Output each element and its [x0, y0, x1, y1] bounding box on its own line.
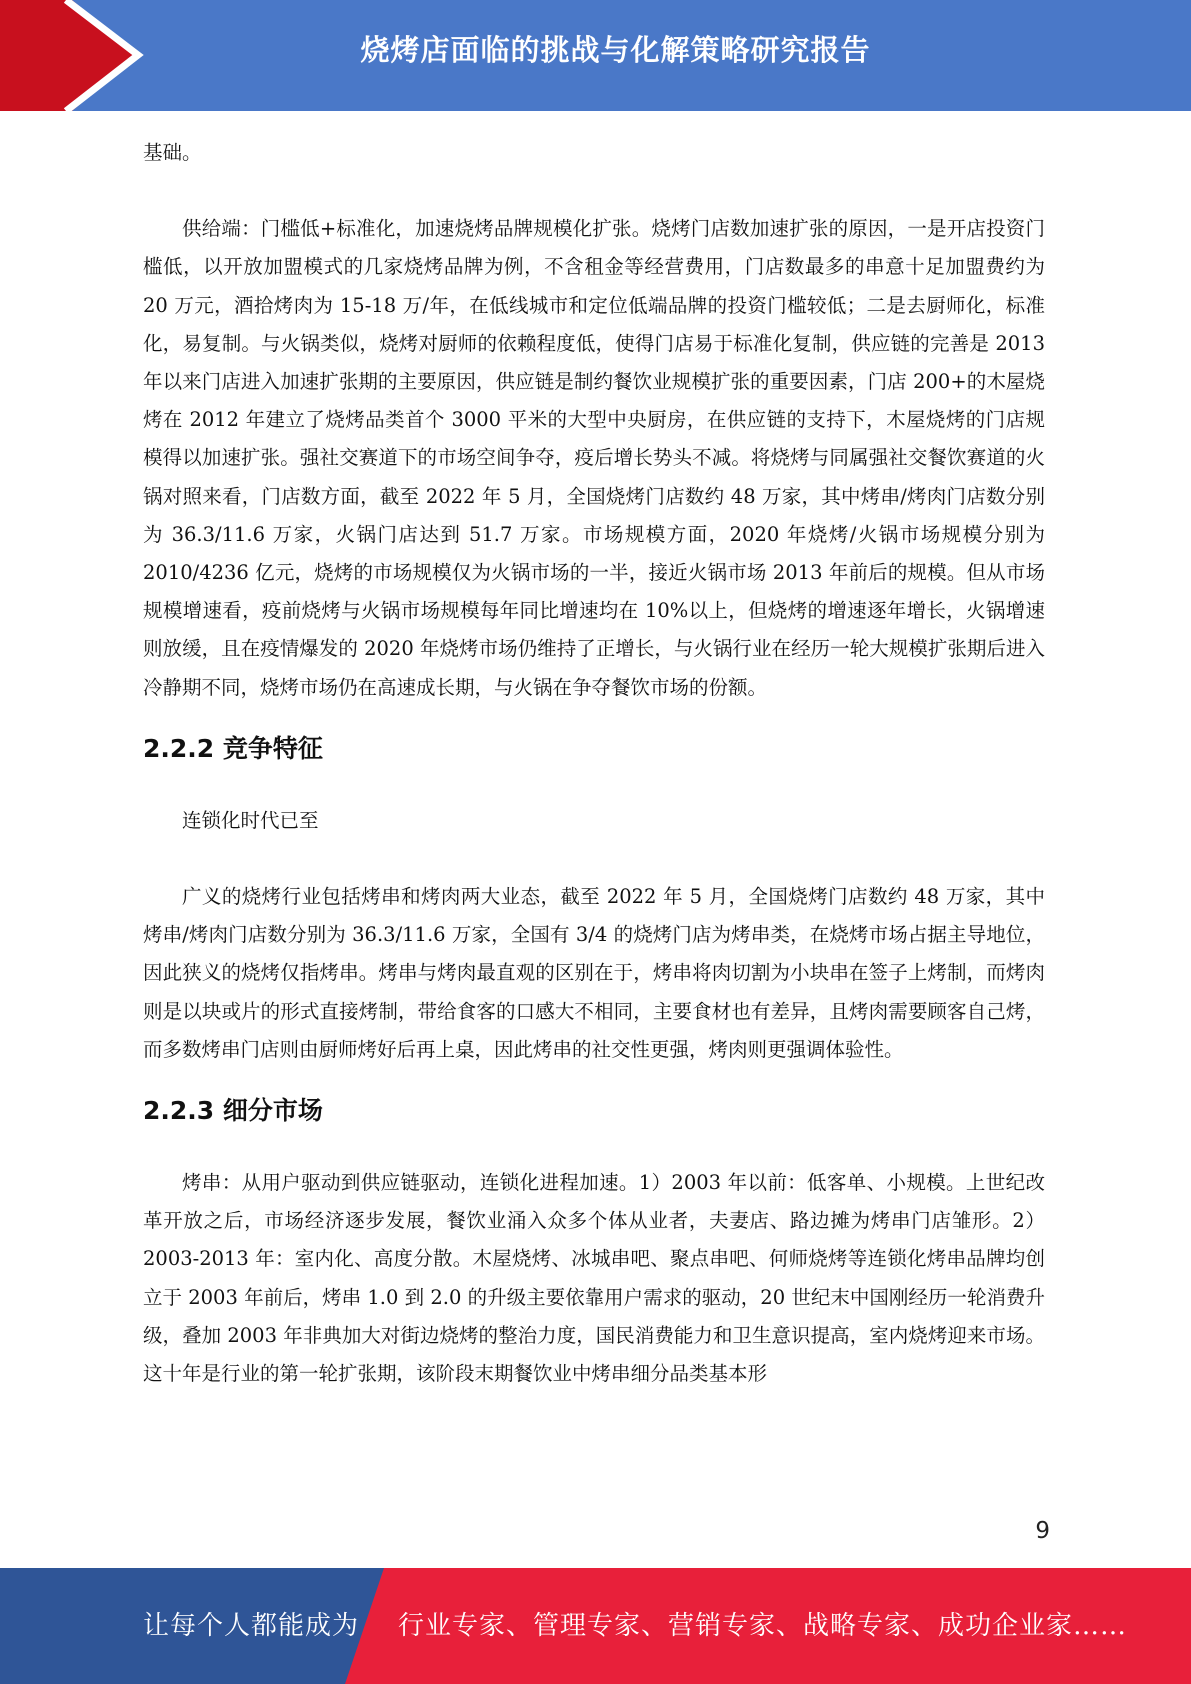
continuation-paragraph: 基础。	[143, 141, 202, 164]
footer-slogan-left: 让每个人都能成为	[143, 1611, 360, 1641]
page-content	[143, 134, 1045, 1393]
chain-subheading-paragraph: 连锁化时代已至	[182, 808, 319, 832]
page-footer	[0, 1568, 1191, 1684]
page-header	[0, 0, 1191, 111]
page-number: 9	[1035, 1518, 1050, 1544]
footer-slogan-right: 行业专家、管理专家、营销专家、战略专家、成功企业家……	[398, 1611, 1128, 1641]
section-heading-2-2-2: 2.2.2 竞争特征	[143, 733, 323, 763]
barbecue-definition-paragraph: 广义的烧烤行业包括烤串和烤肉两大业态，截至 2022 年 5 月，全国烧烤门店数约 48 万家，其中烤串/烤肉门店数分别为 36.3/11.6 万家，全国有 3/4 的烧烤门店为烤串类，在烧烤市场占据主导地位，因此狭义的烧烤仅指烤串。烤串与烤肉最直观的区别在于，烤串将肉切割为小块串在签子上烤制，而烤肉则是以块或片的形式直接烤制，带给食客的口感大不相同，主要食材也有差异，且烤肉需要顾客自己烤，而多数烤串门店则由厨师烤好后再上桌，因此烤串的社交性更强，烤肉则更强调体验性。	[143, 885, 1045, 1061]
report-title: 烧烤店面临的挑战与化解策略研究报告	[360, 33, 871, 67]
supply-side-paragraph: 供给端：门槛低+标准化，加速烧烤品牌规模化扩张。烧烤门店数加速扩张的原因，一是开店投资门槛低，以开放加盟模式的几家烧烤品牌为例，不含租金等经营费用，门店数最多的串意十足加盟费约为 20 万元，酒拾烤肉为 15-18 万/年，在低线城市和定位低端品牌的投资门槛较低；二是去厨师化，标准化，易复制。与火锅类似，烧烤对厨师的依赖程度低，使得门店易于标准化复制，供应链的完善是 2013 年以来门店进入加速扩张期的主要原因，供应链是制约餐饮业规模扩张的重要因素，门店 200+的木屋烧烤在 2012 年建立了烧烤品类首个 3000 平米的大型中央厨房，在供应链的支持下，木屋烧烤的门店规模得以加速扩张。强社交赛道下的市场空间争夺，疫后增长势头不减。将烧烤与同属强社交餐饮赛道的火锅对照来看，门店数方面，截至 2022 年 5 月，全国烧烤门店数约 48 万家，其中烤串/烤肉门店数分别为 36.3/11.6 万家，火锅门店达到 51.7 万家。市场规模方面，2020 年烧烤/火锅市场规模分别为 2010/4236 亿元，烧烤的市场规模仅为火锅市场的一半，接近火锅市场 2013 年前后的规模。但从市场规模增速看，疫前烧烤与火锅市场规模每年同比增速均在 10%以上，但烧烤的增速逐年增长，火锅增速则放缓，且在疫情爆发的 2020 年烧烤市场仍维持了正增长，与火锅行业在经历一轮大规模扩张期后进入冷静期不同，烧烤市场仍在高速成长期，与火锅在争夺餐饮市场的份额。	[143, 217, 1045, 699]
skewer-history-paragraph: 烤串：从用户驱动到供应链驱动，连锁化进程加速。1）2003 年以前：低客单、小规模。上世纪改革开放之后，市场经济逐步发展，餐饮业涌入众多个体从业者，夫妻店、路边摊为烤串门店雏形。2）2003-2013 年：室内化、高度分散。木屋烧烤、冰城串吧、聚点串吧、何师烧烤等连锁化烤串品牌均创立于 2003 年前后，烤串 1.0 到 2.0 的升级主要依靠用户需求的驱动，20 世纪末中国刚经历一轮消费升级，叠加 2003 年非典加大对街边烧烤的整治力度，国民消费能力和卫生意识提高，室内烧烤迎来市场。这十年是行业的第一轮扩张期，该阶段末期餐饮业中烤串细分品类基本形	[143, 1171, 1045, 1386]
section-heading-2-2-3: 2.2.3 细分市场	[143, 1096, 323, 1126]
